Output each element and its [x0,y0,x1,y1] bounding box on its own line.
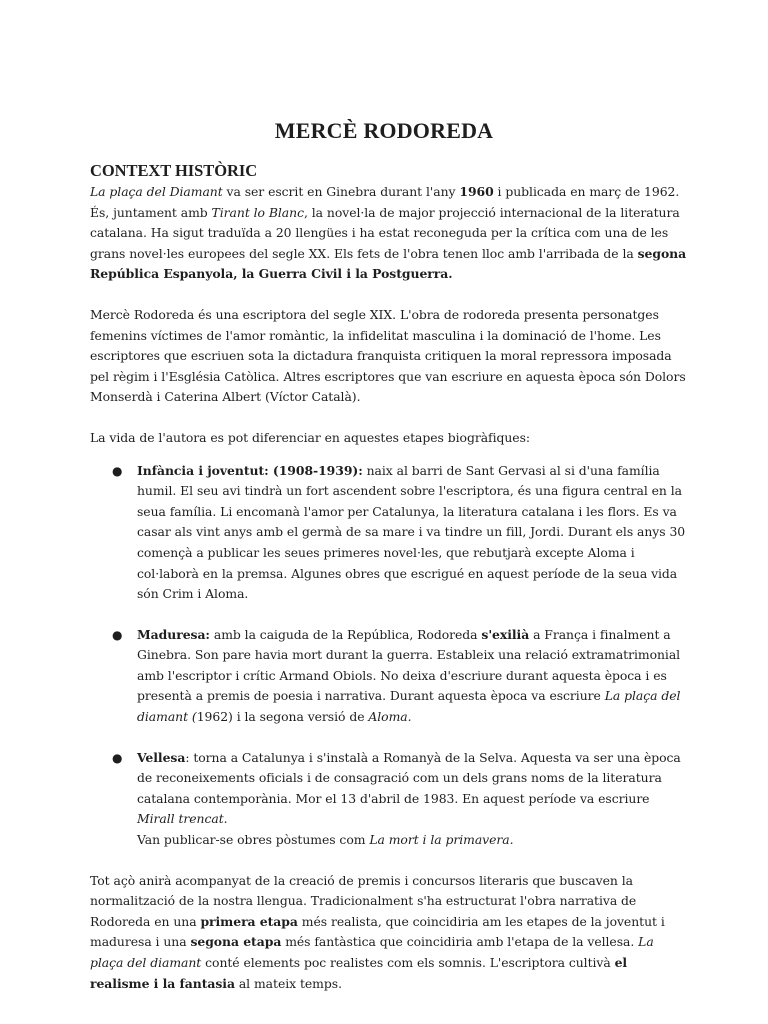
text-span: 1962) i la segona versió de [196,709,369,725]
historical-events: segona República Espanyola, la Guerra Civil i la Postguerra. [90,245,687,282]
year-1960: 1960 [459,184,494,199]
stage-text: naix al barri de Sant Gervasi al si d'una família humil. El seu avi tindrà un fort ascendent sobre l'escriptora, és una figura central en la seua família. Li encomanà l'amor per Catalunya, la literatura catalana i les flors. Es va casar als vint anys amb el germà de sa mare i va tindre un fill, Jordi. Durant els anys 30 començà a publicar les seues primeres novel·les, que rebutjarà excepte Aloma i col·laborà en la premsa. Algunes obres que escrigué en aquest període de la seua vida són Crim i Aloma. [137,462,686,602]
paragraph-conclusion [90,871,690,995]
text-span: al mateix temps. [234,975,342,991]
book-title-plaça: La plaça del diamant ( [137,688,681,725]
book-title-mirall: Mirall trencat. [137,811,228,827]
book-title-mort: La mort i la primavera. [369,832,514,848]
first-stage: primera etapa [200,913,298,929]
second-stage: segona etapa [190,934,282,950]
stage-label: Vellesa [137,749,186,765]
section-heading-context: CONTEXT HISTÒRIC [90,161,258,180]
text-span: amb la caiguda de la República, Rodoreda [209,626,482,642]
text-span: , la novel·la de major projecció internacional de la literatura catalana. Ha sigut traduïda a 20 llengües i ha estat reconeguda per la crítica com una de les grans novel·les europees del segle XX. Els fets de l'obra tenen lloc amb l'arribada de la [90,204,680,261]
text-span: més fantàstica que coincidiria amb l'etapa de la vellesa. [281,934,639,950]
text-span: a França i finalment a Ginebra. Son pare havia mort durant la guerra. Estableix una relació extramatrimonial amb l'escriptor i crític Armand Obiols. No deixa d'escriure durant aquesta època i es presentà a premis de poesia i narrativa. Durant aquesta època va escriure [137,626,681,704]
document-body [90,160,690,994]
paragraph-context [90,182,690,285]
exile-word: s'exilià [481,626,530,642]
text-span: més realista, que coincidiria am les etapes de la joventut i maduresa i una [90,913,665,950]
paragraph-stages-intro: La vida de l'autora es pot diferenciar en aquestes etapes biogràfiques: [90,429,531,445]
text-span: Van publicar-se obres pòstumes com [137,832,370,848]
text-span: va ser escrit en Ginebra durant l'any [222,184,460,199]
page-title: MERCÈ RODOREDA [274,118,494,143]
bullet-icon: ● [112,750,123,765]
book-title-plaça: La plaça del Diamant [90,184,223,199]
stage-label: Infància i joventut: (1908-1939): [137,462,363,478]
bullet-icon: ● [112,463,123,478]
list-item-childhood [90,461,690,605]
list-item-old-age [90,748,690,851]
paragraph-author: Mercè Rodoreda és una escriptora del segle XIX. L'obra de rodoreda presenta personatges femenins víctimes de l'amor romàntic, la infidelitat masculina i la dominació de l'home. Les escriptores que escriuen sota la dictadura franquista critiquen la moral repressora imposada pel règim i l'Església Catòlica. Altres escriptores que van escriure en aquesta època són Dolors Monserdà i Caterina Albert (Víctor Català). [90,306,686,405]
list-item-maturity [90,625,690,728]
bullet-icon: ● [112,627,123,642]
text-span: : torna a Catalunya i s'instalà a Romanyà de la Selva. Aquesta va ser una època de reconeixements oficials i de consagració com un dels grans noms de la literatura catalana contemporània. Mor el 13 d'abril de 1983. En aquest període va escriure [137,749,681,806]
biography-stages-list [90,461,690,851]
stage-label: Maduresa: [137,626,210,642]
text-span: conté elements poc realistes com els somnis. L'escriptora cultivà [201,955,615,970]
text-span: Tot açò anirà acompanyat de la creació de premis i concursos literaris que buscaven la normalització de la nostra llengua. Tradicionalment s'ha estructurat l'obra narrativa de Rodoreda en una [90,872,637,929]
book-title-aloma: Aloma. [368,709,412,725]
text-span: i publicada en març de 1962. És, juntament amb [90,184,680,220]
realism-fantasy: el realisme i la fantasia [90,955,628,991]
book-title-plaça: La plaça del diamant [90,934,654,970]
book-title-tirant: Tirant lo Blanc [211,204,304,220]
